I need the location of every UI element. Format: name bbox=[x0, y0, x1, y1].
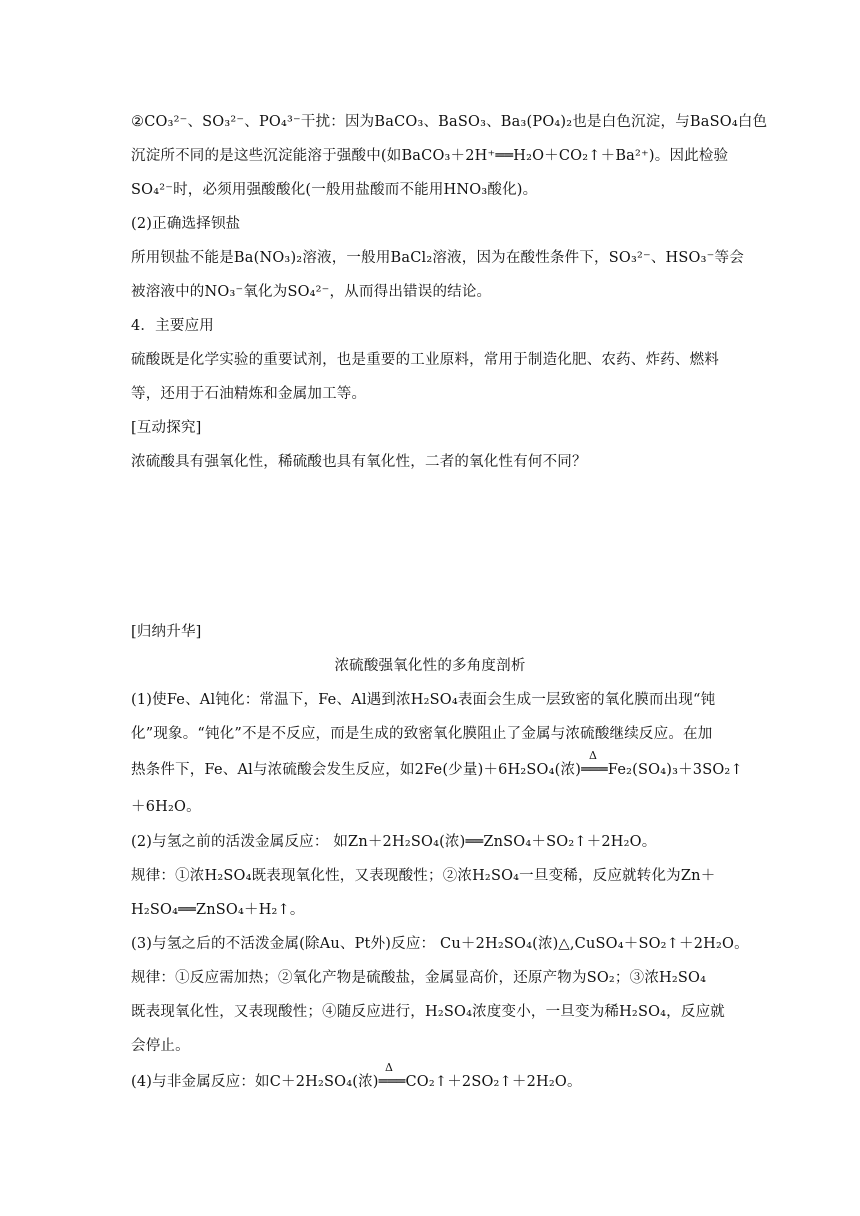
section-title: 浓硫酸强氧化性的多角度剖析 bbox=[334, 658, 526, 674]
equation-line bbox=[131, 1061, 741, 1092]
text-line: H₂SO₄══ZnSO₄＋H₂↑。 bbox=[131, 902, 305, 918]
text-line: 化”现象。“钝化”不是不反应，而是生成的致密氧化膜阻止了金属与浓硫酸继续反应。在加 bbox=[131, 726, 713, 742]
section-heading: 4．主要应用 bbox=[131, 318, 214, 334]
section-label: [归纳升华] bbox=[131, 624, 202, 640]
heat-symbol: Δ bbox=[385, 1061, 394, 1074]
text-line: 规律：①反应需加热；②氧化产物是硫酸盐，金属显高价，还原产物为SO₂；③浓H₂SO₄ bbox=[131, 970, 707, 986]
heat-symbol: Δ bbox=[589, 749, 598, 762]
text-line: ②CO₃²⁻、SO₃²⁻、PO₄³⁻干扰：因为BaCO₃、BaSO₃、Ba₃(PO₄)₂也是白色沉淀，与BaSO₄白色 bbox=[131, 114, 768, 130]
text-line: 硫酸既是化学实验的重要试剂，也是重要的工业原料，常用于制造化肥、农药、炸药、燃料 bbox=[131, 352, 719, 368]
text-line: ＋6H₂O。 bbox=[131, 799, 201, 815]
text-line: (1)使Fe、Al钝化：常温下，Fe、Al遇到浓H₂SO₄表面会生成一层致密的氧化膜而出现“钝 bbox=[131, 692, 716, 708]
text-line: (4)与非金属反应：如C＋2H₂SO₄(浓)═══CO₂↑＋2SO₂↑＋2H₂O。 bbox=[131, 1074, 582, 1090]
section-heading: (2)正确选择钡盐 bbox=[131, 216, 241, 232]
equation-line bbox=[131, 749, 743, 780]
text-line: 被溶液中的NO₃⁻氧化为SO₄²⁻，从而得出错误的结论。 bbox=[131, 284, 492, 300]
question-text: 浓硫酸具有强氧化性，稀硫酸也具有氧化性，二者的氧化性有何不同？ bbox=[131, 454, 587, 470]
text-line: 既表现氧化性，又表现酸性；④随反应进行，H₂SO₄浓度变小，一旦变为稀H₂SO₄，反应就 bbox=[131, 1004, 725, 1020]
text-line: 热条件下，Fe、Al与浓硫酸会发生反应，如2Fe(少量)＋6H₂SO₄(浓)═══Fe₂(SO₄)₃＋3SO₂↑ bbox=[131, 762, 743, 778]
text-line: 会停止。 bbox=[131, 1038, 190, 1054]
text-line: 沉淀所不同的是这些沉淀能溶于强酸中(如BaCO₃＋2H⁺══H₂O＋CO₂↑＋Ba²⁺)。因此检验 bbox=[131, 148, 729, 164]
text-line: (3)与氢之后的不活泼金属(除Au、Pt外)反应： Cu＋2H₂SO₄(浓)△,CuSO₄＋SO₂↑＋2H₂O。 bbox=[131, 936, 749, 952]
text-line: 规律：①浓H₂SO₄既表现氧化性，又表现酸性；②浓H₂SO₄一旦变稀，反应就转化为Zn＋ bbox=[131, 868, 716, 884]
text-line: (2)与氢之前的活泼金属反应： 如Zn＋2H₂SO₄(浓)══ZnSO₄＋SO₂↑＋2H₂O。 bbox=[131, 834, 657, 850]
text-line: 所用钡盐不能是Ba(NO₃)₂溶液，一般用BaCl₂溶液，因为在酸性条件下，SO₃²⁻、HSO₃⁻等会 bbox=[131, 250, 744, 266]
text-line: 等，还用于石油精炼和金属加工等。 bbox=[131, 386, 367, 402]
answer-space bbox=[131, 480, 731, 610]
text-line: SO₄²⁻时，必须用强酸酸化(一般用盐酸而不能用HNO₃酸化)。 bbox=[131, 182, 538, 198]
section-label: [互动探究] bbox=[131, 420, 202, 436]
